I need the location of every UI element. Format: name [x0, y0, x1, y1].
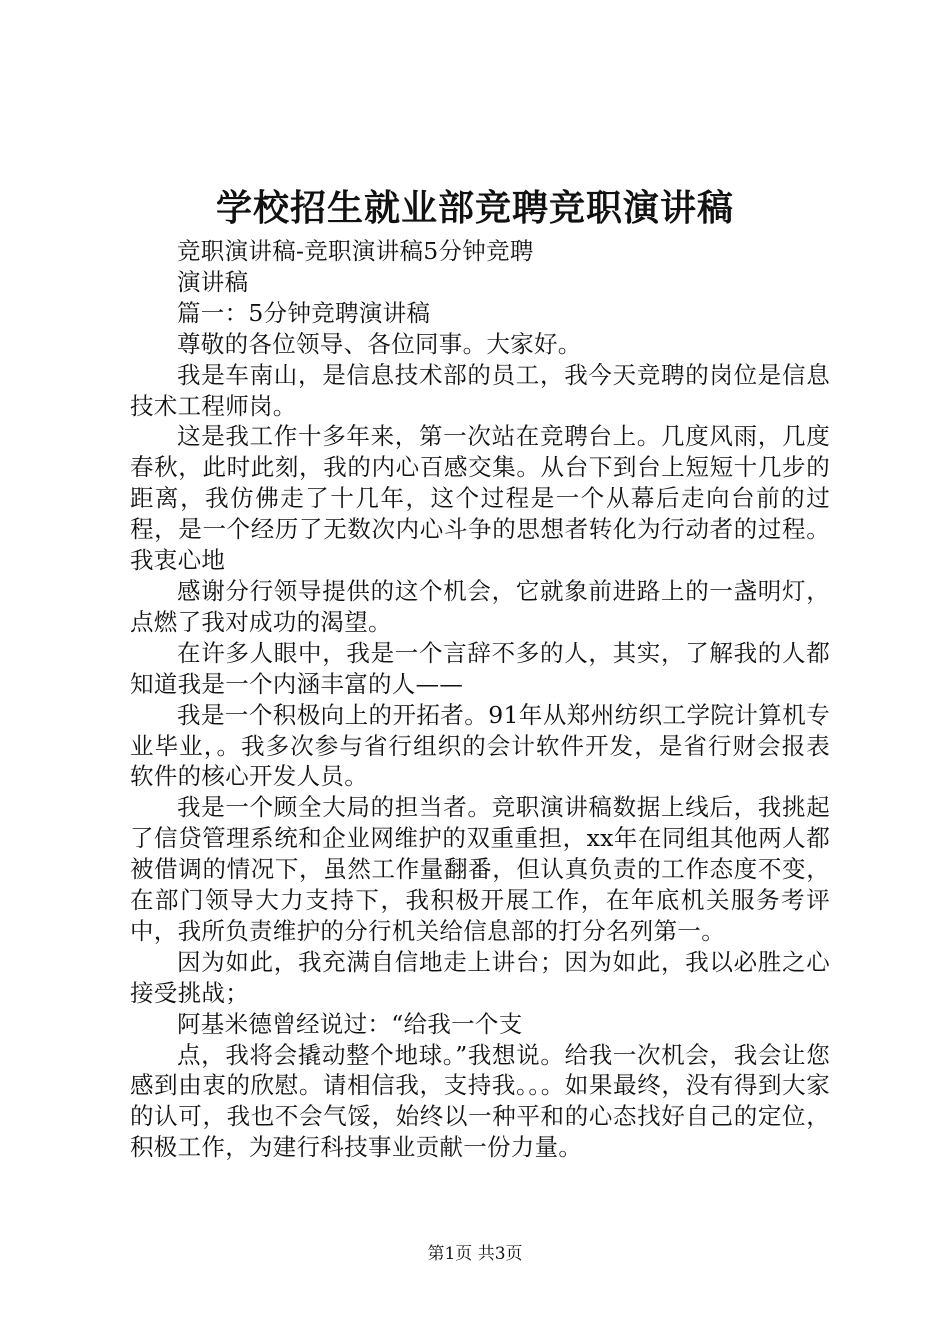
- paragraph: 在许多人眼中，我是一个言辞不多的人，其实，了解我的人都知道我是一个内涵丰富的人——: [130, 638, 830, 698]
- paragraph: 尊敬的各位领导、各位同事。大家好。: [177, 329, 582, 358]
- paragraph: 我是车南山，是信息技术部的员工，我今天竞聘的岗位是信息技术工程师岗。: [130, 360, 830, 420]
- paragraph: 因为如此，我充满自信地走上讲台；因为如此，我以必胜之心接受挑战；: [130, 947, 830, 1007]
- document-title: 学校招生就业部竞聘竞职演讲稿: [215, 187, 734, 229]
- paragraph: 篇一：5分钟竞聘演讲稿: [177, 298, 431, 327]
- paragraph: 我是一个积极向上的开拓者。91年从郑州纺织工学院计算机专业毕业，。我多次参与省行组织的会计软件开发，是省行财会报表软件的核心开发人员。: [130, 700, 830, 791]
- paragraph: 我是一个顾全大局的担当者。竞职演讲稿数据上线后，我挑起了信贷管理系统和企业网维护的双重重担，xx年在同组其他两人都被借调的情况下，虽然工作量翻番，但认真负责的工作态度不变，在部门领导大力支持下，我积极开展工作，在年底机关服务考评中，我所负责维护的分行机关给信息部的打分名列第一。: [130, 793, 830, 945]
- page-number-footer: 第1页 共3页: [427, 1244, 523, 1264]
- paragraph: 感谢分行领导提供的这个机会，它就象前进路上的一盏明灯，点燃了我对成功的渴望。: [130, 576, 830, 636]
- paragraph: 竞职演讲稿-竞职演讲稿5分钟竞聘: [177, 237, 534, 265]
- paragraph: 演讲稿: [177, 267, 249, 296]
- paragraph: 阿基米德曾经说过：“给我一个支: [177, 1009, 523, 1038]
- document-body: [130, 236, 830, 1163]
- paragraph: 点，我将会撬动整个地球。”我想说。给我一次机会，我会让您感到由衷的欣慰。请相信我，支持我。。。如果最终，没有得到大家的认可，我也不会气馁，始终以一种平和的心态找好自己的定位，积极工作，为建行科技事业贡献一份力量。: [130, 1040, 830, 1162]
- paragraph: 这是我工作十多年来，第一次站在竞聘台上。几度风雨，几度春秋，此时此刻，我的内心百感交集。从台下到台上短短十几步的距离，我仿佛走了十几年，这个过程是一个从幕后走向台前的过程，是一个经历了无数次内心斗争的思想者转化为行动者的过程。我衷心地: [130, 422, 830, 575]
